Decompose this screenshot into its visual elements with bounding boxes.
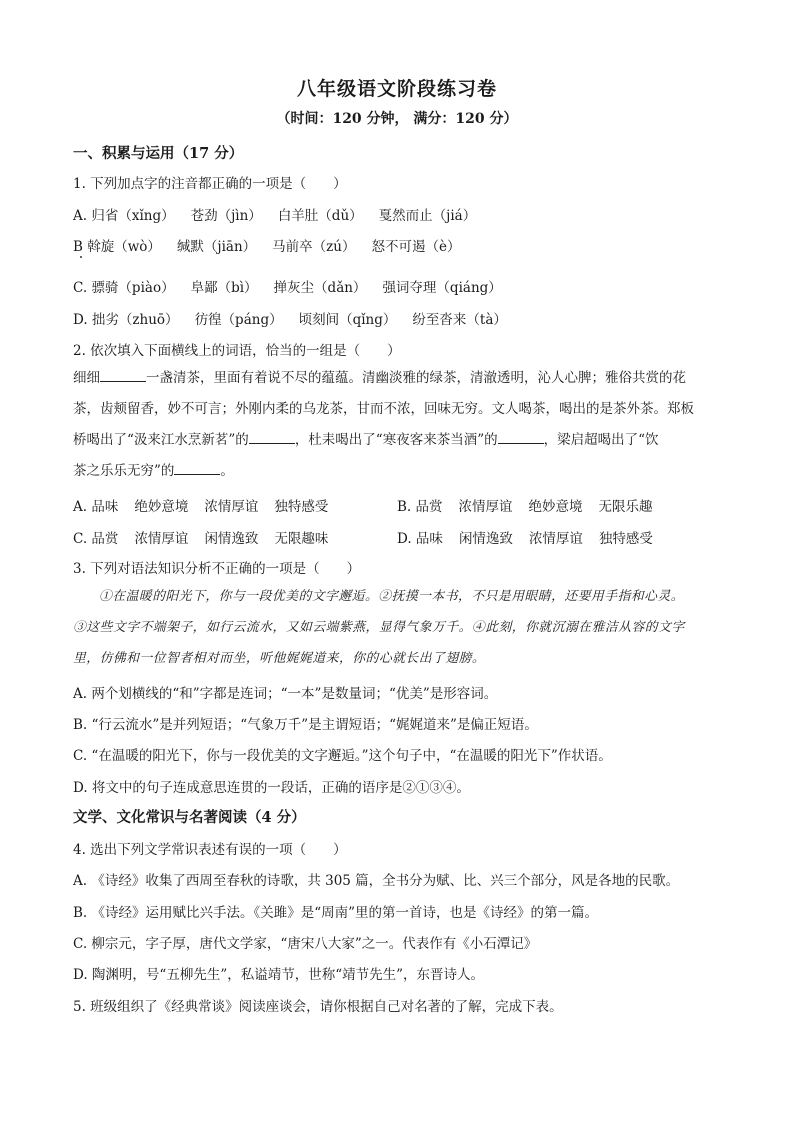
q2-d-3: 浓情厚谊 [528,531,583,547]
q1-b-2: 缄默（jiān） [176,239,257,255]
q1-c-4: 强词夺理（qiáng） [382,280,502,296]
q1-d-4: 纷至沓来（tà） [412,312,507,328]
q3-stem: 3. 下列对语法知识分析不正确的一项是（ ） [73,561,361,577]
q2-option-a [73,495,344,515]
q1-d-1: D. 拙劣（zhuō） [73,312,179,328]
q2-p1-a: 细细 [73,370,100,386]
q2-b-3: 绝妙意境 [528,499,583,515]
blank-3 [498,431,544,444]
q1-b-3: 马前卒（zú） [272,239,356,255]
q2-p2: 茶，齿颊留香，妙不可言；外刚内柔的乌龙茶，甘而不浓，回味无穷。文人喝茶，喝出的是茶外茶。郑板 [73,401,694,417]
q2-a-3: 浓情厚谊 [204,499,259,515]
q2-passage [73,363,723,487]
q1-option-d [73,308,523,328]
q1-d-3: 顷刻间（qǐng） [298,312,397,328]
q2-a-2: 绝妙意境 [134,499,189,515]
q1-c-3: 掸灰尘（dǎn） [273,280,367,296]
q2-option-c [73,527,344,547]
q2-p4-a: 茶之乐乐无穷”的 [73,463,175,479]
section-heading-1: 一、积累与运用（17 分） [73,145,244,162]
q2-c-3: 闲情逸致 [204,531,259,547]
section-heading-2: 文学、文化常识与名著阅读（4 分） [73,809,306,826]
q2-d-2: 闲情逸致 [458,531,513,547]
q3-passage-line-3: 里，仿佛和一位智者相对而坐，听他娓娓道来，你的心就长出了翅膀。 [73,651,486,666]
q2-stem: 2. 依次填入下面横线上的词语，恰当的一组是（ ） [73,343,401,359]
q2-c-1: C. 品赏 [73,531,119,547]
q4-stem: 4. 选出下列文学常识表述有误的一项（ ） [73,842,347,858]
q1-b-4: 怒不可遏（è） [371,239,461,255]
q2-c-4: 无限趣味 [274,531,329,547]
page-title: 八年级语文阶段练习卷 [296,78,497,100]
q1-b-1: B 斡旋（wò） [73,239,161,255]
q2-option-d [397,527,669,547]
q3-passage-line-1: ①在温暖的阳光下，你与一段优美的文字邂逅。②抚摸一本书，不只是用眼睛，还要用手指和心灵。 [99,589,685,604]
q1-option-b [73,235,476,255]
q3-option-b: B. “行云流水”是并列短语；“气象万千”是主谓短语；“娓娓道来”是偏正短语。 [73,717,538,733]
q2-a-4: 独特感受 [274,499,329,515]
blank-4 [174,462,220,475]
q1-stem: 1. 下列加点字的注音都正确的一项是（ ） [73,176,347,192]
q2-p3-a: 桥喝出了“汲来江水烹新茗”的 [73,432,249,448]
q4-option-d: D. 陶渊明，号“五柳先生”，私谥靖节，世称“靖节先生”，东晋诗人。 [73,967,485,983]
q2-a-1: A. 品味 [73,499,119,515]
q2-c-2: 浓情厚谊 [134,531,189,547]
q1-a-4: 戛然而止（jiá） [378,208,477,224]
q5-stem: 5. 班级组织了《经典常谈》阅读座谈会，请你根据自己对名著的了解，完成下表。 [73,999,563,1015]
q1-a-2: 苍劲（jìn） [190,208,262,224]
q2-b-1: B. 品赏 [397,499,443,515]
blank-1 [100,369,146,382]
q3-option-c: C. “在温暖的阳光下，你与一段优美的文字邂逅。”这个句子中，“在温暖的阳光下”作状语。 [73,748,612,764]
q3-passage [73,581,723,674]
q4-option-a: A. 《诗经》收集了西周至春秋的诗歌，共 305 篇，全书分为赋、比、兴三个部分，风是各地的民歌。 [73,873,680,889]
q2-p1-b: 一盏清茶，里面有着说不尽的蕴蕴。清幽淡雅的绿茶，清澈透明，沁人心脾；雅俗共赏的花 [146,370,686,386]
q2-p4-b: 。 [220,463,234,479]
blank-2 [249,431,295,444]
stray-dot [80,256,82,258]
q2-b-2: 浓情厚谊 [458,499,513,515]
q2-p3-b: ，杜耒喝出了“寒夜客来茶当酒”的 [294,432,498,448]
q1-d-2: 彷徨（páng） [194,312,283,328]
q1-option-c [73,276,518,296]
q2-d-4: 独特感受 [598,531,653,547]
q1-c-2: 阜鄙（bì） [190,280,258,296]
q3-passage-line-2: ③这些文字不端架子，如行云流水，又如云端紫燕，显得气象万千。④此刻，你就沉溺在雅洁从容的文字 [73,620,685,635]
q2-b-4: 无限乐趣 [598,499,653,515]
q4-option-c: C. 柳宗元，字子厚，唐代文学家，“唐宋八大家”之一。代表作有《小石潭记》 [73,936,538,952]
q3-option-a: A. 两个划横线的“和”字都是连词；“一本”是数量词；“优美”是形容词。 [73,686,498,702]
q2-d-1: D. 品味 [397,531,443,547]
q4-option-b: B. 《诗经》运用赋比兴手法。《关雎》是“周南”里的第一首诗，也是《诗经》的第一篇。 [73,905,599,921]
q1-a-1: A. 归省（xǐng） [73,208,175,224]
q1-c-1: C. 骠骑（piào） [73,280,175,296]
q3-option-d: D. 将文中的句子连成意思连贯的一段话，正确的语序是②①③④。 [73,780,470,796]
page-subtitle: （时间：120 分钟， 满分：120 分） [276,111,518,127]
q2-p3-c: ，梁启超喝出了“饮 [543,432,659,448]
q1-a-3: 白羊肚（dǔ） [277,208,363,224]
q1-option-a [73,204,492,224]
q2-option-b [397,495,669,515]
